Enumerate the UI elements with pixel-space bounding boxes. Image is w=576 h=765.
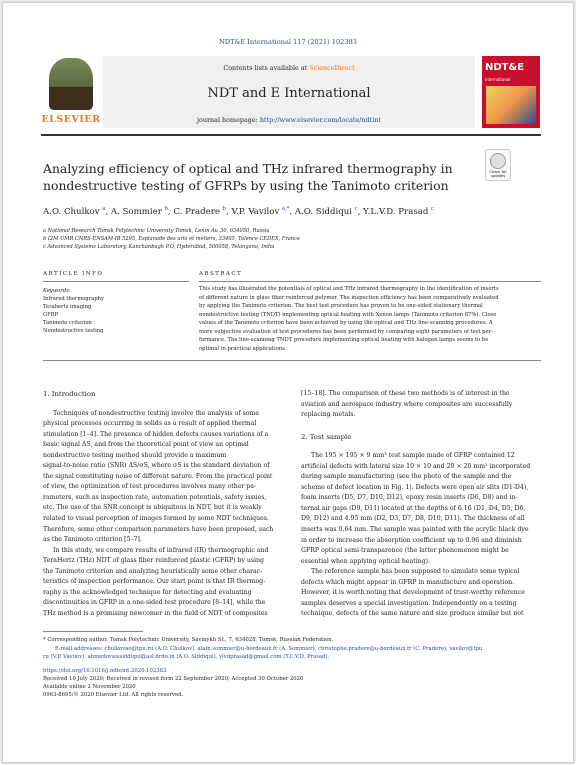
author[interactable]: A.O. Siddiqui $^c$ [294,206,358,217]
publisher-logo [41,56,101,128]
sciencedirect-link[interactable]: ScienceDirect [309,64,355,72]
author[interactable]: A. Sommier $^b$ [110,206,168,217]
copyright: 0963-8695/© 2020 Elsevier Ltd. All rights reserved. [43,692,184,698]
journal-page [2,2,574,763]
contents-prefix: Contents lists available at [223,64,310,72]
email-addresses[interactable]: E-mail addresses: chulkovao@tpu.ru (A.O. Chulkov), alain.sommier@u-bordeaux.fr (A. Sommier), christophe.pradere@u-bordeaux.fr (C. Pradere), vavilov@tpu. [55,646,484,652]
article-title [43,160,463,194]
email-addresses-cont[interactable]: ru (V.P. Vavilov), ahmedovaissiddiqui@asl.drdo.in (A.O. Siddiqui), ylvdprasad@gmail.com (Y.L.V.D. Prasad). [43,654,330,660]
elsevier-tree-icon [49,58,93,110]
update-icon [490,153,506,169]
abstract-rule [199,281,541,282]
keyword: Terahertz imaging [43,304,92,310]
doi-link[interactable]: https://doi.org/10.1016/j.ndteint.2020.102383 [43,668,167,674]
keyword: GFRP [43,312,59,318]
abstract-text: This study has illustrated the potentials of optical and THz infrared thermography in the identification of inserts of different nature in glass fiber reinforced polymer. The inspection efficiency has been comparatively evaluated by applying the Tanimoto criterion. The best test procedure has proven to be one-sided stationary thermal nondestructive testing (TNDT) implementing optical heating with Xenon lamps (Tanimoto criterion 87%). Close values of the Tanimoto criterion have been achieved by using the optical and THz line-scanning procedures. A more subjective evaluation of test procedures has been performed by comparing eight parameters of test per- formance. The line-scanning TNDT procedure implementing optical heating with halogen lamps seems to be optimal in practical applications. [199,286,499,352]
homepage-prefix: journal homepage: [197,116,260,124]
corresponding-author-note: * Corresponding author. Tomsk Polytechnic University, Savinykh St., 7, 634028, Tomsk, Russian Federation. [43,637,334,643]
footnote-rule [43,631,143,632]
cover-image [486,86,536,124]
journal-homepage [103,116,475,124]
affiliation: a National Research Tomsk Polytechnic University Tomsk, Lenin Av. 30, 634050, Russia [43,228,270,234]
author-list: A.O. Chulkov $^a$, A. Sommier $^b$, C. Pradere $^b$, V.P. Vavilov $^{a,*}$, A.O. Siddiqui $^c$, Y.L.V.D. Prasad $^c$ [43,206,434,217]
keyword: Nondestructive testing [43,328,104,334]
section-heading-test-sample: 2. Test sample [301,432,352,441]
author[interactable]: Y.L.V.D. Prasad $^c$ [363,206,434,217]
contents-available [103,64,475,72]
keyword: Infrared thermography [43,296,104,302]
keyword: Tanimoto criterion [43,320,92,326]
cover-subtitle: international [485,77,511,82]
journal-header [41,56,541,128]
abstract-heading: ABSTRACT [199,271,243,277]
header-rule [41,134,541,136]
received-dates: Received 10 July 2020; Received in revised form 22 September 2020; Accepted 30 October 2020 [43,676,304,682]
author[interactable]: V.P. Vavilov $^{a,*}$ [231,206,290,217]
journal-banner [103,56,475,128]
keywords-label: Keywords: [43,288,71,294]
abstract-bottom-rule [43,360,541,361]
section-heading-introduction: 1. Introduction [43,390,96,398]
right-column: [15–18]. The comparison of these two methods is of interest in the aviation and aerospace industry where composites are successfully replacing metals. 2. Test sample The 195 × 195 × 9 mm³ test sample made of GFRP contained 12 artificial defects with lateral size 10 × 10 and 20 × 20 mm² incorporated during sample manufacturing (see the photo of the sample and the scheme of defect location in Fig. 1). Defects were open air slits (D1-D4), foam inserts (D5, D7, D10, D12), epoxy resin inserts (D6, D8) and in- ternal air gaps (D9, D11) located at the depths of 6.16 (D1, D4, D5, D6, D9, D12) and 4.95 mm (D2, D3, D7, D8, D10, D11). The thickness of all inserts was 0.64 mm. The sample was painted with the acrylic black dye in order to increase the absorption coefficient up to 0.96 and diminish GFRP optical semi-transparence (the latter phenomenon might be essential when applying optical heating). The reference sample has been supposed to simulate some typical defects which might appear in GFRP in manufacture and operation. However, it is worth noting that development of trust-worthy reference samples deserves a special investigation. Independently on a testing technique, defects of the same nature and size produce similar but not [301,389,541,620]
journal-cover [482,56,540,128]
info-rule [43,281,189,282]
affiliation: c Advanced Systems Laboratory, Kanchanbagh P.O, Hyderabad, 500058, Telangana, India [43,244,275,250]
author[interactable]: C. Pradere $^b$ [173,206,226,217]
available-online: Available online 2 November 2020 [43,684,136,690]
journal-name: NDT and E International [207,86,371,101]
article-info-heading: ARTICLE INFO [43,271,104,277]
check-for-updates-badge[interactable] [485,149,511,181]
left-column: 1. Introduction Techniques of nondestructive testing involve the analysis of some physical processes occurring in solids as a result of applied thermal stimulation [1–4]. The presence of hidden defects causes variations of a basic signal ΔS, and from the theoretical point of view an optimal nondestructive testing method should provide a maximum signal-to-noise ratio (SNR) ΔS/σS, where σS is the standard deviation of the signal constituting noise of different nature. From the practical point of view, the optimization of test procedures involves many other pa- rameters, such as inspection rate, automation potentials, safety issues, etc. The use of the SNR concept is ubiquitous in NDT, but it is weakly related to visual perception of images formed by some NDT techniques. Therefore, some other comparison parameters have been proposed, such as the Tanimoto criterion [5–7]. In this study, we compare results of infrared (IR) thermographic and TeraHertz (THz) NDT of glass fiber reinforced plastic (GFRP) by using the Tanimoto criterion and analyzing heuristically some other charac- teristics of inspection performance. Our start point is that IR thermog- raphy is the acknowledged technique for detecting and evaluating discontinuities in GFRP in a one-sided test procedure [8–14], while the THz method is a promising newcomer in the field of NDT of composites [43,389,283,619]
affiliation: b I2M UMR CNRS-ENSAM-IB 5295, Esplanade des arts et métiers, 33405, Talence CEDEX, France [43,236,300,242]
title-line-2: nondestructive testing of GFRPs by using the Tanimoto criterion [43,178,449,193]
homepage-link[interactable]: http://www.elsevier.com/locate/ndtint [259,116,381,124]
title-line-1: Analyzing efficiency of optical and THz infrared thermography in [43,161,453,176]
running-header: NDT&E International 117 (2021) 102383 [219,38,357,46]
cover-title: NDT&E [485,62,525,73]
author[interactable]: A.O. Chulkov $^a$ [43,206,106,217]
badge-text: Check for updates [489,170,507,178]
publisher-name: ELSEVIER [41,114,101,125]
